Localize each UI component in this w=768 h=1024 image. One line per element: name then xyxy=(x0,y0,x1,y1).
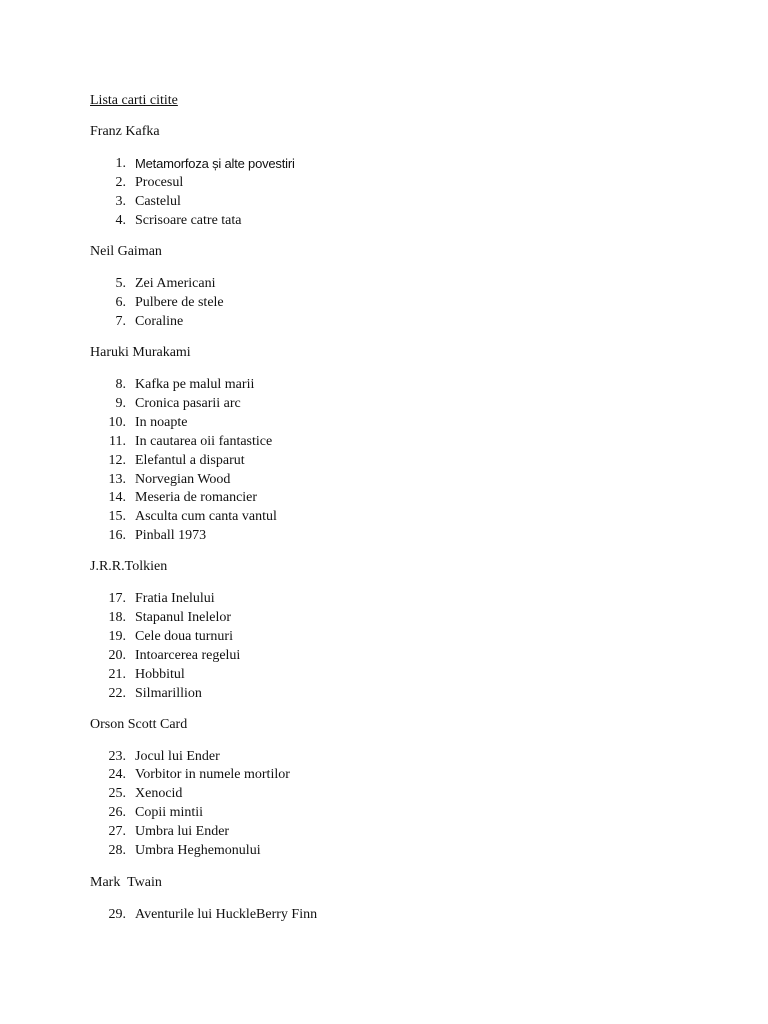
book-title: Cronica pasarii arc xyxy=(135,396,241,411)
book-number: 10. xyxy=(108,415,126,430)
author-heading: Haruki Murakami xyxy=(90,345,191,360)
book-item xyxy=(100,275,216,293)
book-number: 2. xyxy=(115,175,126,190)
book-number: 18. xyxy=(108,610,126,625)
book-title: Umbra lui Ender xyxy=(135,824,230,839)
book-item xyxy=(100,471,231,489)
book-title: Norvegian Wood xyxy=(135,472,231,487)
book-item xyxy=(100,376,255,394)
book-title: Coraline xyxy=(135,314,184,329)
book-number: 14. xyxy=(108,490,126,505)
book-title: In cautarea oii fantastice xyxy=(135,434,273,449)
book-title: Procesul xyxy=(135,175,184,190)
book-number: 12. xyxy=(108,453,126,468)
book-number: 17. xyxy=(108,591,126,606)
book-item xyxy=(100,433,273,451)
book-item xyxy=(100,508,277,526)
book-number: 15. xyxy=(108,509,126,524)
book-title: Silmarillion xyxy=(135,686,202,701)
book-title: Zei Americani xyxy=(135,276,216,291)
book-title: Hobbitul xyxy=(135,667,185,682)
book-title: Copii mintii xyxy=(135,805,204,820)
book-number: 13. xyxy=(108,472,126,487)
book-title: In noapte xyxy=(135,415,188,430)
book-item xyxy=(100,685,202,703)
book-item xyxy=(100,174,184,192)
book-item xyxy=(100,489,258,507)
book-title: Fratia Inelului xyxy=(135,591,215,606)
book-number: 1. xyxy=(115,156,126,171)
book-number: 25. xyxy=(108,786,126,801)
book-title: Castelul xyxy=(135,194,181,209)
book-number: 27. xyxy=(108,824,126,839)
book-item xyxy=(100,527,207,545)
book-item xyxy=(100,590,215,608)
book-number: 29. xyxy=(108,907,126,922)
book-title: Umbra Heghemonului xyxy=(135,843,261,858)
book-item xyxy=(100,666,185,684)
book-item xyxy=(100,785,183,803)
book-title: Scrisoare catre tata xyxy=(135,213,242,228)
book-title: Pinball 1973 xyxy=(135,528,207,543)
book-number: 11. xyxy=(109,434,126,449)
book-number: 16. xyxy=(108,528,126,543)
book-title: Cele doua turnuri xyxy=(135,629,233,644)
book-number: 26. xyxy=(108,805,126,820)
author-heading: J.R.R.Tolkien xyxy=(90,559,168,574)
book-item xyxy=(100,452,245,470)
book-item xyxy=(100,155,295,173)
book-number: 23. xyxy=(108,749,126,764)
book-title: Vorbitor in numele mortilor xyxy=(135,767,290,782)
book-item xyxy=(100,395,241,413)
book-title: Stapanul Inelelor xyxy=(135,610,232,625)
book-item xyxy=(100,609,232,627)
book-item xyxy=(100,193,181,211)
book-number: 9. xyxy=(115,396,126,411)
book-number: 19. xyxy=(108,629,126,644)
author-heading: Neil Gaiman xyxy=(90,244,162,259)
book-number: 22. xyxy=(108,686,126,701)
book-title: Intoarcerea regelui xyxy=(135,648,241,663)
book-item xyxy=(100,313,184,331)
book-title: Kafka pe malul marii xyxy=(135,377,255,392)
book-number: 21. xyxy=(108,667,126,682)
book-number: 20. xyxy=(108,648,126,663)
book-number: 4. xyxy=(115,213,126,228)
book-title: Metamorfoza și alte povestiri xyxy=(135,156,295,171)
book-item xyxy=(100,748,220,766)
book-title: Aventurile lui HuckleBerry Finn xyxy=(135,907,318,922)
book-item xyxy=(100,414,188,432)
book-number: 3. xyxy=(115,194,126,209)
book-title: Xenocid xyxy=(135,786,183,801)
author-heading: Orson Scott Card xyxy=(90,717,188,732)
book-title: Elefantul a disparut xyxy=(135,453,245,468)
book-title: Asculta cum canta vantul xyxy=(135,509,277,524)
book-item xyxy=(100,212,242,230)
author-heading: Franz Kafka xyxy=(90,124,160,139)
book-item xyxy=(100,842,261,860)
book-title: Meseria de romancier xyxy=(135,490,258,505)
book-title: Jocul lui Ender xyxy=(135,749,220,764)
book-number: 6. xyxy=(115,295,126,310)
book-number: 7. xyxy=(115,314,126,329)
book-number: 8. xyxy=(115,377,126,392)
book-item xyxy=(100,906,318,924)
book-item xyxy=(100,823,230,841)
book-number: 24. xyxy=(108,767,126,782)
book-number: 5. xyxy=(115,276,126,291)
book-item xyxy=(100,647,241,665)
author-heading: Mark Twain xyxy=(90,875,162,890)
book-item xyxy=(100,628,233,646)
book-item xyxy=(100,804,204,822)
document-title: Lista carti citite xyxy=(90,93,178,108)
book-title: Pulbere de stele xyxy=(135,295,224,310)
book-item xyxy=(100,766,290,784)
book-item xyxy=(100,294,224,312)
book-number: 28. xyxy=(108,843,126,858)
